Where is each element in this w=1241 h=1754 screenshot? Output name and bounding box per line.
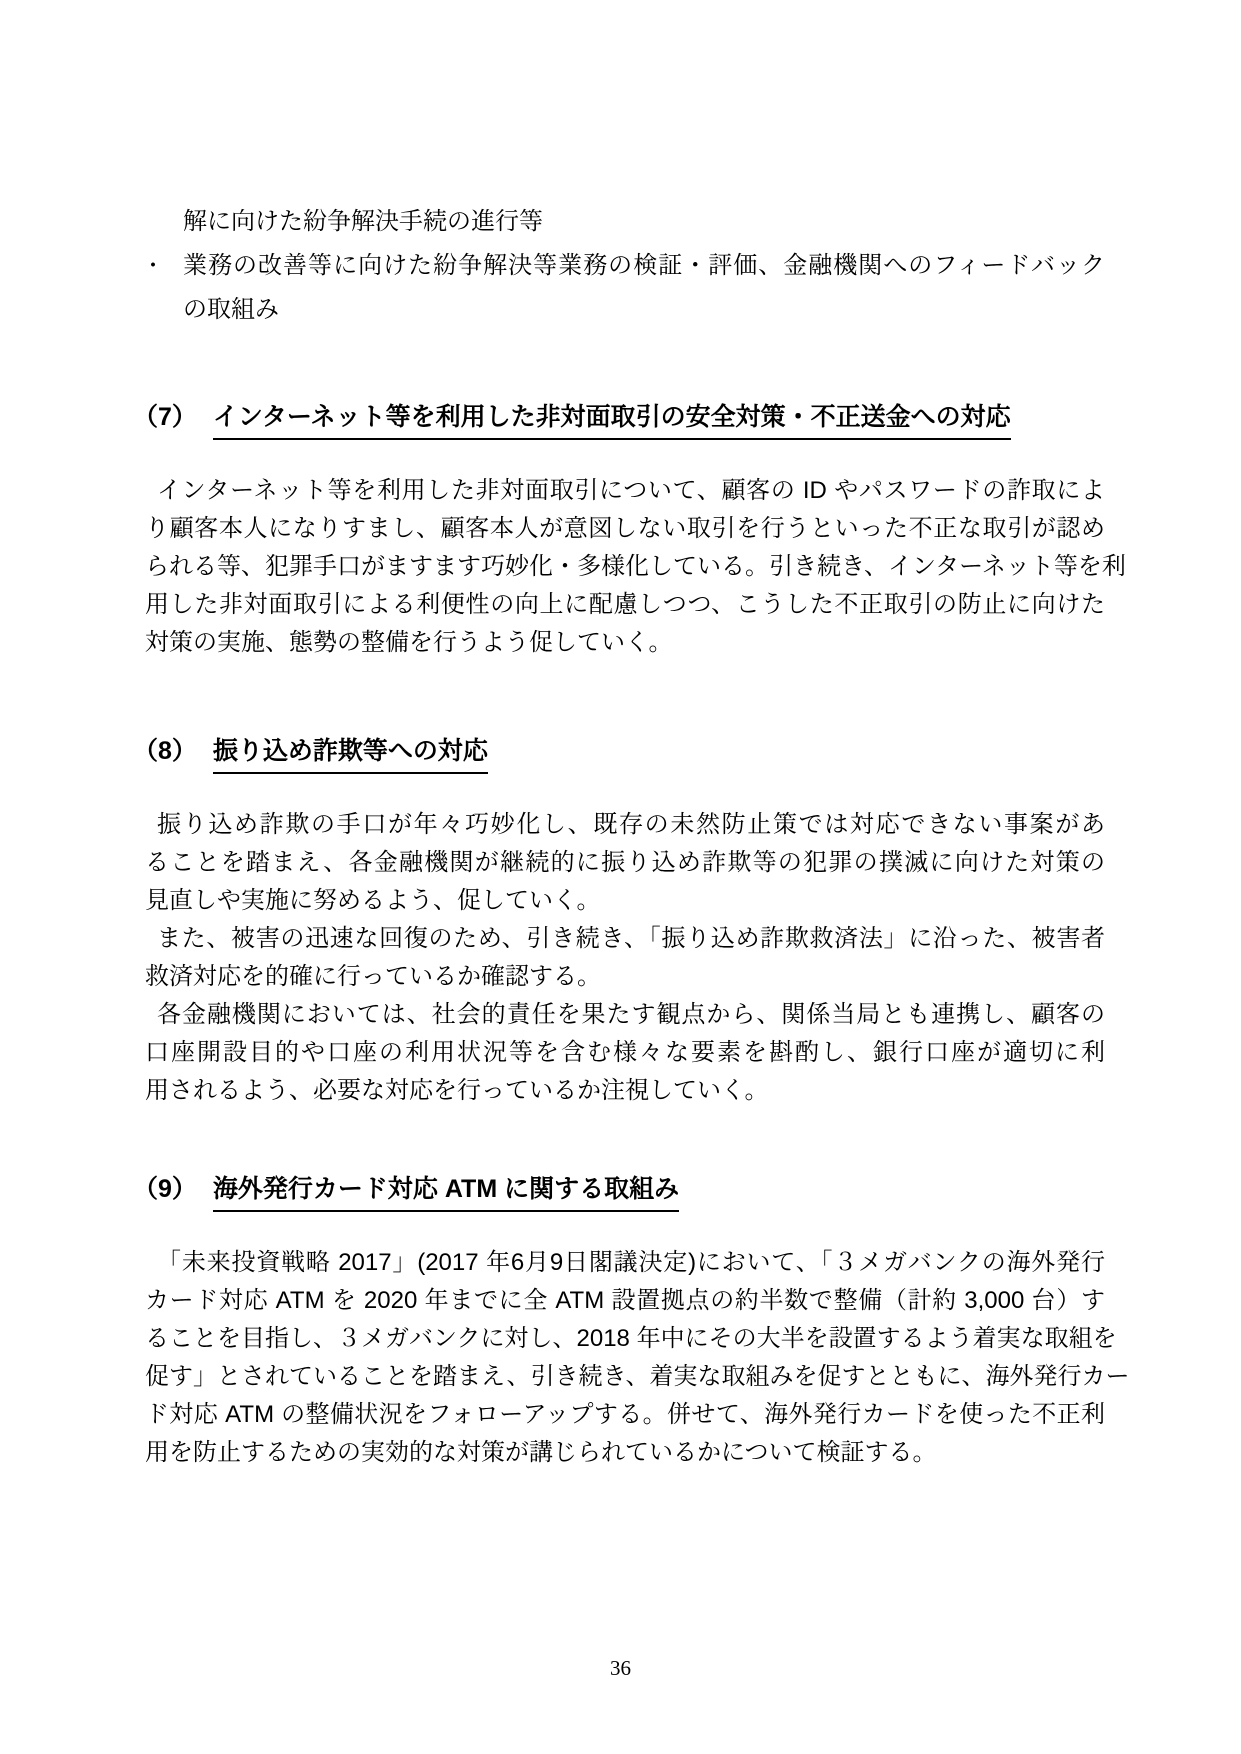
text-line: り顧客本人になりすまし、顧客本人が意図しない取引を行うといった不正な取引が認め [145,515,1105,542]
section-9-body [145,1244,1130,1472]
text-line: 救済対応を的確に行っているか確認する。 [145,963,601,990]
bullet-item-line: 業務の改善等に向けた紛争解決等業務の検証・評価、金融機関へのフィードバック [183,252,1105,279]
text-line: 用を防止するための実効的な対策が講じられているかについて検証する。 [145,1439,937,1466]
bullet-marker: ・ [142,253,165,278]
text-line: 「未来投資戦略 2017」(2017 年6月9日閣議決定)において、「３メガバンクの海外発行 [157,1249,1105,1276]
intro-list-continuation [142,200,1105,332]
section-7-title: インターネット等を利用した非対面取引の安全対策・不正送金への対応 [213,400,1011,440]
section-7-body [145,472,1126,662]
section-8 [133,734,1105,1110]
text-line: ることを目指し、３メガバンクに対し、2018 年中にその大半を設置するよう着実な取組を [145,1325,1117,1352]
section-8-heading [133,734,1105,774]
text-line: 口座開設目的や口座の利用状況等を含む様々な要素を斟酌し、銀行口座が適切に利 [145,1039,1105,1066]
text-line: 見直しや実施に努めるよう、促していく。 [145,887,601,914]
continuation-line: 解に向けた紛争解決手続の進行等 [183,208,543,235]
text-line: インターネット等を利用した非対面取引について、顧客の ID やパスワードの詐取によ [157,477,1105,504]
paragraph [145,472,1126,662]
section-7-heading [133,400,1105,440]
paragraph [145,1244,1130,1472]
document-content [133,0,1130,1472]
text-line: ることを踏まえ、各金融機関が継続的に振り込め詐欺等の犯罪の撲滅に向けた対策の [145,849,1105,876]
bullet-item-line: の取組み [183,296,279,323]
paragraph [145,996,1105,1110]
text-line: 用されるよう、必要な対応を行っているか注視していく。 [145,1077,769,1104]
text-line: 用した非対面取引による利便性の向上に配慮しつつ、こうした不正取引の防止に向けた [145,591,1105,618]
text-line: 振り込め詐欺の手口が年々巧妙化し、既存の未然防止策では対応できない事案があ [157,811,1105,838]
section-9-title: 海外発行カード対応 ATM に関する取組み [213,1172,679,1212]
paragraph [145,806,1105,920]
section-9 [133,1172,1130,1472]
page-number: 36 [610,1656,631,1680]
section-8-body [145,806,1105,1110]
text-line: 対策の実施、態勢の整備を行うよう促していく。 [145,629,673,656]
paragraph [145,920,1105,996]
text-line: 各金融機関においては、社会的責任を果たす観点から、関係当局とも連携し、顧客の [157,1001,1105,1028]
section-8-title: 振り込め詐欺等への対応 [213,734,488,774]
bullet-item [142,244,1105,332]
text-line: カード対応 ATM を 2020 年までに全 ATM 設置拠点の約半数で整備（計約 3,000 台）す [145,1287,1105,1314]
section-7-number: （7） [133,403,197,431]
text-line: また、被害の迅速な回復のため、引き続き、「振り込め詐欺救済法」に沿った、被害者 [157,925,1105,952]
text-line: られる等、犯罪手口がますます巧妙化・多様化している。引き続き、インターネット等を利 [145,553,1126,580]
section-7 [133,400,1126,662]
text-line: ド対応 ATM の整備状況をフォローアップする。併せて、海外発行カードを使った不正利 [145,1401,1105,1428]
section-9-number: （9） [133,1175,197,1203]
section-9-heading [133,1172,1105,1212]
section-8-number: （8） [133,737,197,765]
text-line: 促す」とされていることを踏まえ、引き続き、着実な取組みを促すとともに、海外発行カー [145,1363,1130,1390]
